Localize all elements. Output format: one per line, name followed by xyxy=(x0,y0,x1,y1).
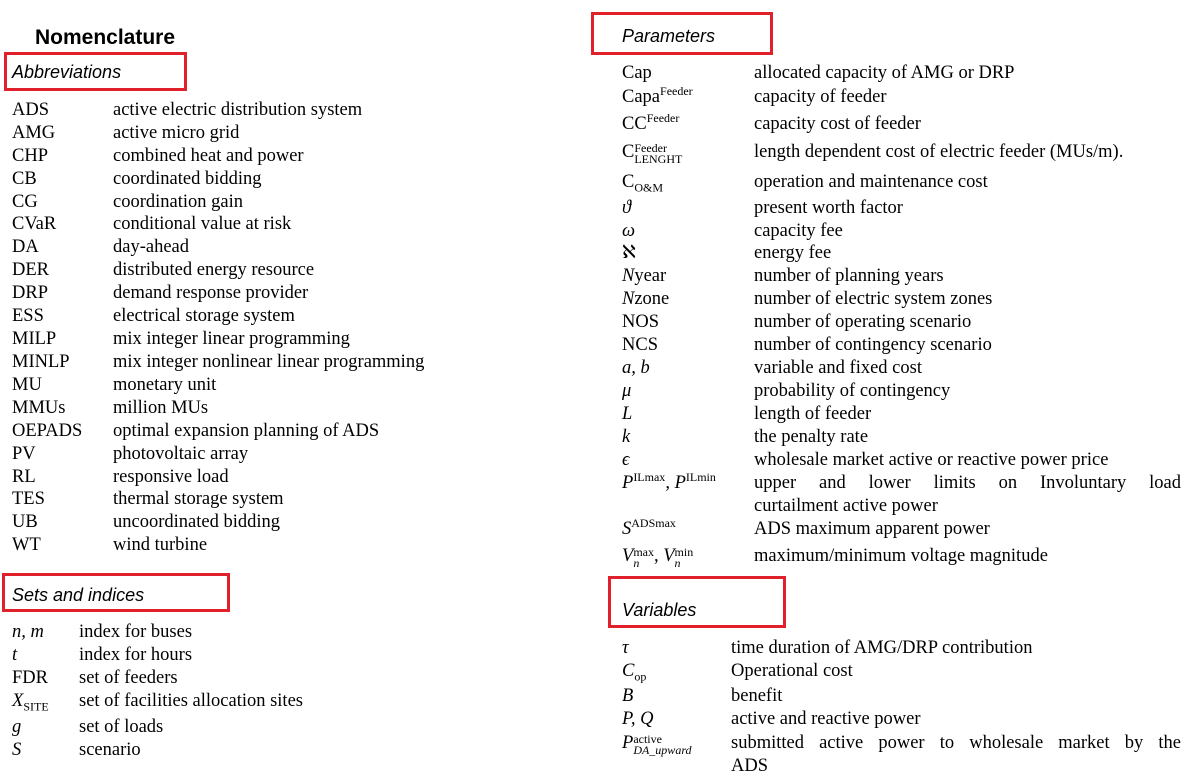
param-symbol: ϑ xyxy=(622,198,632,218)
abbreviations-section-title: Abbreviations xyxy=(12,62,122,82)
set-definition: set of facilities allocation sites xyxy=(79,691,303,711)
param-definition: ADS maximum apparent power xyxy=(754,519,990,539)
abbr-symbol: DER xyxy=(12,260,49,280)
abbr-definition: coordination gain xyxy=(113,192,243,212)
abbr-symbol: ESS xyxy=(12,306,44,326)
param-symbol: $CC^{Feeder}$ xyxy=(622,110,680,134)
param-definition: maximum/minimum voltage magnitude xyxy=(754,546,1048,566)
set-definition: index for buses xyxy=(79,622,193,642)
param-symbol: a, b xyxy=(622,358,650,378)
set-definition: index for hours xyxy=(79,645,193,665)
abbr-definition: distributed energy resource xyxy=(113,260,315,280)
param-definition: number of planning years xyxy=(754,266,944,286)
set-symbol: S xyxy=(12,740,22,760)
abbr-definition: optimal expansion planning of ADS xyxy=(113,421,380,441)
param-definition: length of feeder xyxy=(754,404,872,424)
param-definition: capacity fee xyxy=(754,221,843,241)
abbr-symbol: ADS xyxy=(12,100,50,120)
param-definition: energy fee xyxy=(754,243,832,263)
abbr-symbol: RL xyxy=(12,467,36,487)
param-symbol: Nyear xyxy=(622,266,667,286)
abbr-definition: electrical storage system xyxy=(113,306,295,326)
abbr-symbol: MU xyxy=(12,375,42,395)
abbr-definition: uncoordinated bidding xyxy=(113,512,280,532)
abbr-definition: day-ahead xyxy=(113,237,190,257)
abbr-definition: responsive load xyxy=(113,467,229,487)
param-definition: upper and lower limits on Involuntary load xyxy=(754,473,1181,493)
param-symbol: $C_{O\&M}$ xyxy=(622,172,664,195)
param-symbol: L xyxy=(622,404,633,424)
abbr-symbol: DRP xyxy=(12,283,48,303)
abbr-symbol: TES xyxy=(12,489,45,509)
abbr-symbol: MINLP xyxy=(12,352,70,372)
param-definition: length dependent cost of electric feeder (MUs/m). xyxy=(754,142,1124,162)
variable-definition: submitted active power to wholesale market by the xyxy=(731,733,1181,753)
abbr-definition: active electric distribution system xyxy=(113,100,363,120)
abbr-definition: conditional value at risk xyxy=(113,214,292,234)
abbr-symbol: CB xyxy=(12,169,37,189)
set-definition: scenario xyxy=(79,740,141,760)
param-symbol: Nzone xyxy=(622,289,670,309)
param-symbol: ℵ xyxy=(622,243,636,263)
abbr-definition: monetary unit xyxy=(113,375,217,395)
param-symbol: ω xyxy=(622,221,636,241)
param-definition-continued: curtailment active power xyxy=(754,496,938,516)
variable-symbol: τ xyxy=(622,638,629,658)
param-symbol: ϵ xyxy=(622,450,630,470)
abbr-definition: demand response provider xyxy=(113,283,309,303)
param-definition: allocated capacity of AMG or DRP xyxy=(754,63,1015,83)
param-symbol: $P^{ILmax}$, $P^{ILmin}$ xyxy=(622,469,716,493)
abbr-symbol: MILP xyxy=(12,329,57,349)
abbr-definition: photovoltaic array xyxy=(113,444,249,464)
param-symbol: Cap xyxy=(622,63,652,83)
abbr-symbol: MMUs xyxy=(12,398,66,418)
abbr-symbol: CHP xyxy=(12,146,48,166)
abbr-definition: million MUs xyxy=(113,398,209,418)
variable-definition: benefit xyxy=(731,686,783,706)
param-definition: the penalty rate xyxy=(754,427,869,447)
abbr-symbol: WT xyxy=(12,535,41,555)
variable-definition: Operational cost xyxy=(731,661,853,681)
abbr-symbol: AMG xyxy=(12,123,56,143)
param-symbol: μ xyxy=(622,381,632,401)
abbr-symbol: CVaR xyxy=(12,214,57,234)
param-definition: number of contingency scenario xyxy=(754,335,992,355)
param-symbol: NOS xyxy=(622,312,660,332)
abbr-symbol: PV xyxy=(12,444,36,464)
sets-section-title: Sets and indices xyxy=(12,585,145,605)
set-definition: set of feeders xyxy=(79,668,178,688)
param-definition: wholesale market active or reactive power price xyxy=(754,450,1109,470)
variable-symbol: P, Q xyxy=(622,709,654,729)
param-symbol: Capa$^{Feeder}$ xyxy=(622,83,693,107)
param-definition: capacity cost of feeder xyxy=(754,114,921,134)
abbr-definition: thermal storage system xyxy=(113,489,284,509)
abbr-symbol: CG xyxy=(12,192,38,212)
set-symbol: $X_{SITE}$ xyxy=(12,691,49,714)
param-symbol: $S^{ADSmax}$ xyxy=(622,515,676,539)
variable-definition: active and reactive power xyxy=(731,709,921,729)
abbr-definition: mix integer nonlinear linear programming xyxy=(113,352,425,372)
variable-symbol: P active DA_upward xyxy=(622,732,692,757)
param-definition: variable and fixed cost xyxy=(754,358,922,378)
param-definition: number of operating scenario xyxy=(754,312,972,332)
param-definition: capacity of feeder xyxy=(754,87,887,107)
abbr-definition: mix integer linear programming xyxy=(113,329,350,349)
abbr-symbol: OEPADS xyxy=(12,421,83,441)
param-definition: number of electric system zones xyxy=(754,289,993,309)
parameters-section-title: Parameters xyxy=(622,26,716,46)
variable-definition-continued: ADS xyxy=(731,756,769,776)
param-definition: probability of contingency xyxy=(754,381,951,401)
set-symbol: FDR xyxy=(12,668,48,688)
nomenclature-heading: Nomenclature xyxy=(35,26,176,49)
abbr-definition: active micro grid xyxy=(113,123,240,143)
param-symbol: k xyxy=(622,427,631,447)
abbr-symbol: DA xyxy=(12,237,39,257)
abbr-symbol: UB xyxy=(12,512,38,532)
variable-definition: time duration of AMG/DRP contribution xyxy=(731,638,1033,658)
abbr-definition: coordinated bidding xyxy=(113,169,262,189)
variable-symbol: $C_{op}$ xyxy=(622,661,647,684)
set-definition: set of loads xyxy=(79,717,164,737)
abbr-definition: wind turbine xyxy=(113,535,208,555)
variables-section-title: Variables xyxy=(622,600,697,620)
abbr-definition: combined heat and power xyxy=(113,146,304,166)
set-symbol: t xyxy=(12,645,18,665)
set-symbol: n, m xyxy=(12,622,44,642)
set-symbol: g xyxy=(12,717,22,737)
param-definition: operation and maintenance cost xyxy=(754,172,988,192)
param-symbol: NCS xyxy=(622,335,658,355)
param-symbol: V max n , V min n xyxy=(622,545,694,570)
param-symbol: C Feeder LENGHT xyxy=(622,141,683,166)
variable-symbol: B xyxy=(622,686,634,706)
param-definition: present worth factor xyxy=(754,198,903,218)
